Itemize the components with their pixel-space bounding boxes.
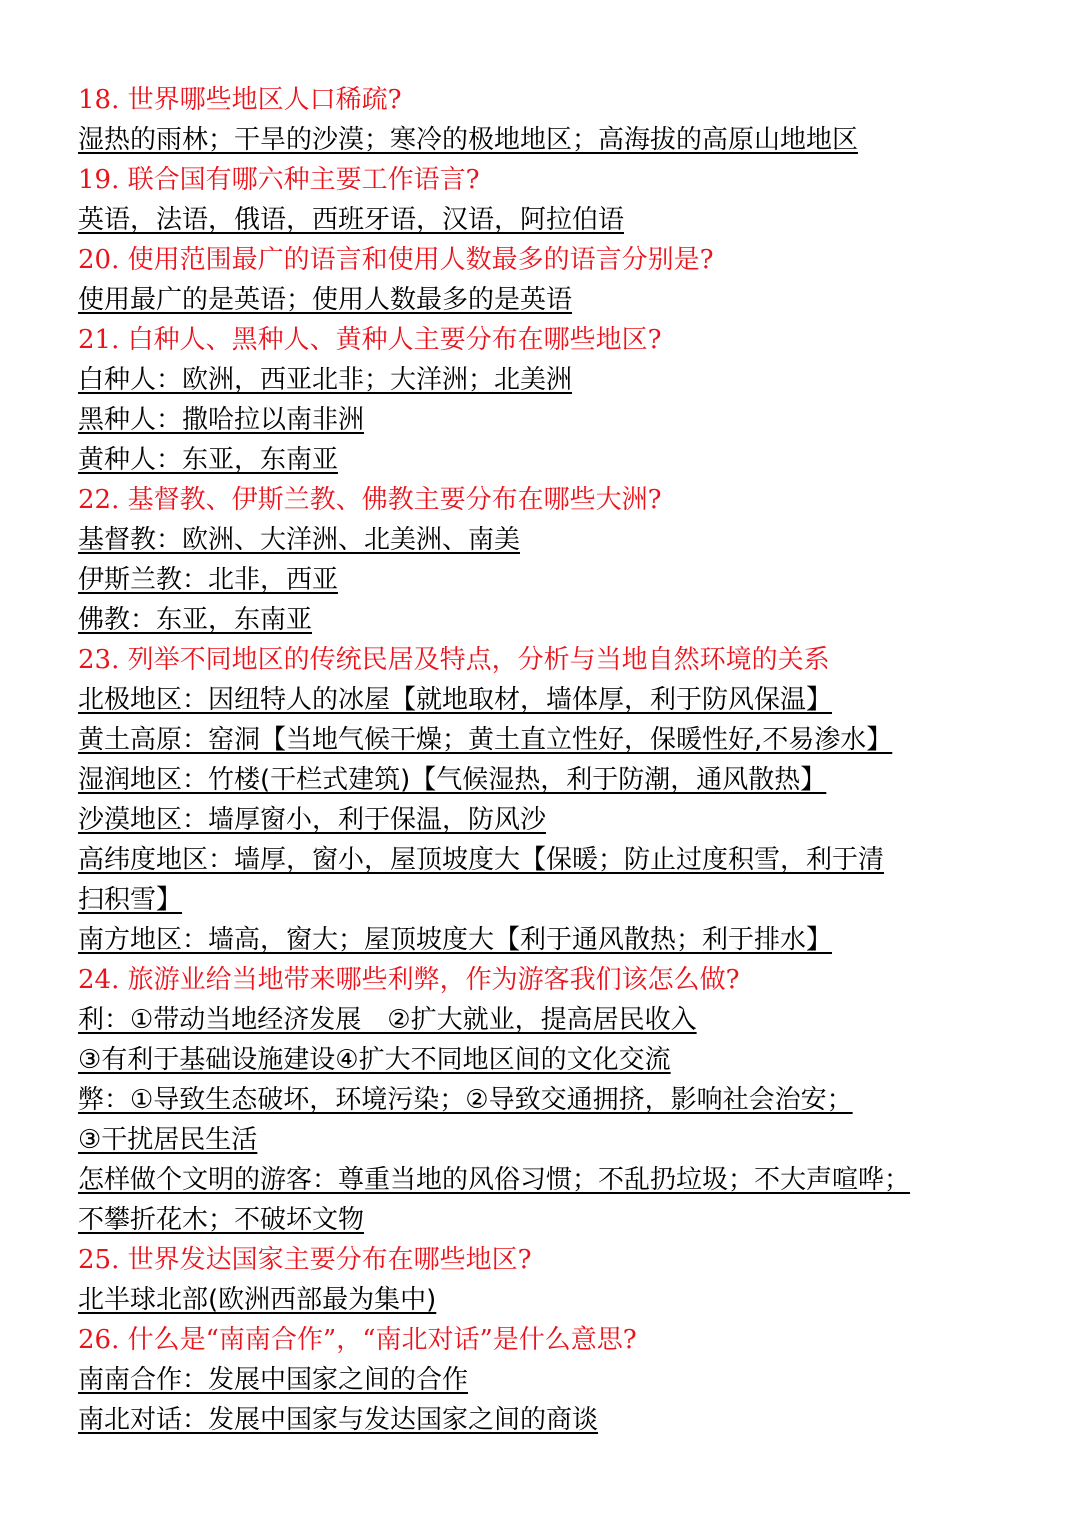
answer-23-desert: [78, 800, 1018, 840]
document-page: [78, 80, 1018, 1440]
answer-26-south-south: [78, 1360, 1018, 1400]
answer-24-tourist: [78, 1160, 1018, 1200]
answer-text: 北极地区：因纽特人的冰屋【就地取材，墙体厚，利于防风保温】: [78, 685, 833, 715]
answer-text: 扫积雪】: [78, 885, 183, 915]
answer-23-humid: [78, 760, 1018, 800]
question-23: 23. 列举不同地区的传统民居及特点，分析与当地自然环境的关系: [78, 645, 830, 675]
question-19: 19. 联合国有哪六种主要工作语言?: [78, 165, 480, 195]
answer-text: 使用最广的是英语；使用人数最多的是英语: [78, 285, 573, 315]
answer-text: 南北对话：发展中国家与发达国家之间的商谈: [78, 1405, 599, 1435]
answer-text: 英语，法语，俄语，西班牙语，汉语，阿拉伯语: [78, 205, 625, 235]
answer-19: [78, 200, 1018, 240]
answer-23-south: [78, 920, 1018, 960]
question-25: 25. 世界发达国家主要分布在哪些地区?: [78, 1245, 532, 1275]
answer-18: [78, 120, 1018, 160]
answer-22-christianity: [78, 520, 1018, 560]
answer-24-pros: [78, 1000, 1018, 1040]
answer-text: 沙漠地区：墙厚窗小，利于保温，防风沙: [78, 805, 547, 835]
answer-24-cons-cont: [78, 1120, 1018, 1160]
question-22: 22. 基督教、伊斯兰教、佛教主要分布在哪些大洲?: [78, 485, 662, 515]
answer-text: 高纬度地区：墙厚，窗小，屋顶坡度大【保暖；防止过度积雪，利于清: [78, 845, 885, 875]
answer-text: 湿热的雨林；干旱的沙漠；寒冷的极地地区；高海拔的高原山地地区: [78, 125, 859, 155]
answer-text: 基督教：欧洲、大洋洲、北美洲、南美: [78, 525, 521, 555]
answer-text: 南南合作：发展中国家之间的合作: [78, 1365, 469, 1395]
answer-text: 怎样做个文明的游客：尊重当地的风俗习惯；不乱扔垃圾；不大声喧哗；: [78, 1165, 911, 1195]
question-21: 21. 白种人、黑种人、黄种人主要分布在哪些地区?: [78, 325, 662, 355]
question-20: 20. 使用范围最广的语言和使用人数最多的语言分别是?: [78, 245, 714, 275]
answer-text: 湿润地区：竹楼(干栏式建筑)【气候湿热，利于防潮，通风散热】: [78, 765, 827, 795]
answer-text: 佛教：东亚，东南亚: [78, 605, 313, 635]
answer-text: ③干扰居民生活: [78, 1125, 258, 1155]
answer-text: 利：①带动当地经济发展 ②扩大就业，提高居民收入: [78, 1005, 697, 1035]
answer-text: 南方地区：墙高，窗大；屋顶坡度大【利于通风散热；利于排水】: [78, 925, 833, 955]
answer-text: 北半球北部(欧洲西部最为集中): [78, 1285, 437, 1315]
question-26: 26. 什么是“南南合作”，“南北对话”是什么意思?: [78, 1325, 637, 1355]
answer-23-high-latitude-cont: [78, 880, 1018, 920]
answer-text: 黑种人：撒哈拉以南非洲: [78, 405, 365, 435]
answer-text: 不攀折花木；不破坏文物: [78, 1205, 365, 1235]
answer-22-islam: [78, 560, 1018, 600]
answer-26-north-south: [78, 1400, 1018, 1440]
answer-20: [78, 280, 1018, 320]
answer-text: 黄土高原：窑洞【当地气候干燥；黄土直立性好，保暖性好,不易渗水】: [78, 725, 893, 755]
question-24: 24. 旅游业给当地带来哪些利弊，作为游客我们该怎么做?: [78, 965, 740, 995]
question-18: 18. 世界哪些地区人口稀疏?: [78, 85, 402, 115]
answer-text: 黄种人：东亚，东南亚: [78, 445, 339, 475]
answer-24-pros-cont: [78, 1040, 1018, 1080]
answer-21-yellow: [78, 440, 1018, 480]
answer-21-black: [78, 400, 1018, 440]
answer-23-arctic: [78, 680, 1018, 720]
answer-text: 白种人：欧洲，西亚北非；大洋洲；北美洲: [78, 365, 573, 395]
answer-25: [78, 1280, 1018, 1320]
answer-24-tourist-cont: [78, 1200, 1018, 1240]
answer-24-cons: [78, 1080, 1018, 1120]
answer-text: ③有利于基础设施建设④扩大不同地区间的文化交流: [78, 1045, 671, 1075]
answer-21-white: [78, 360, 1018, 400]
answer-text: 弊：①导致生态破坏，环境污染；②导致交通拥挤，影响社会治安；: [78, 1085, 853, 1115]
answer-23-loess: [78, 720, 1018, 760]
answer-23-high-latitude: [78, 840, 1018, 880]
answer-22-buddhism: [78, 600, 1018, 640]
answer-text: 伊斯兰教：北非，西亚: [78, 565, 339, 595]
